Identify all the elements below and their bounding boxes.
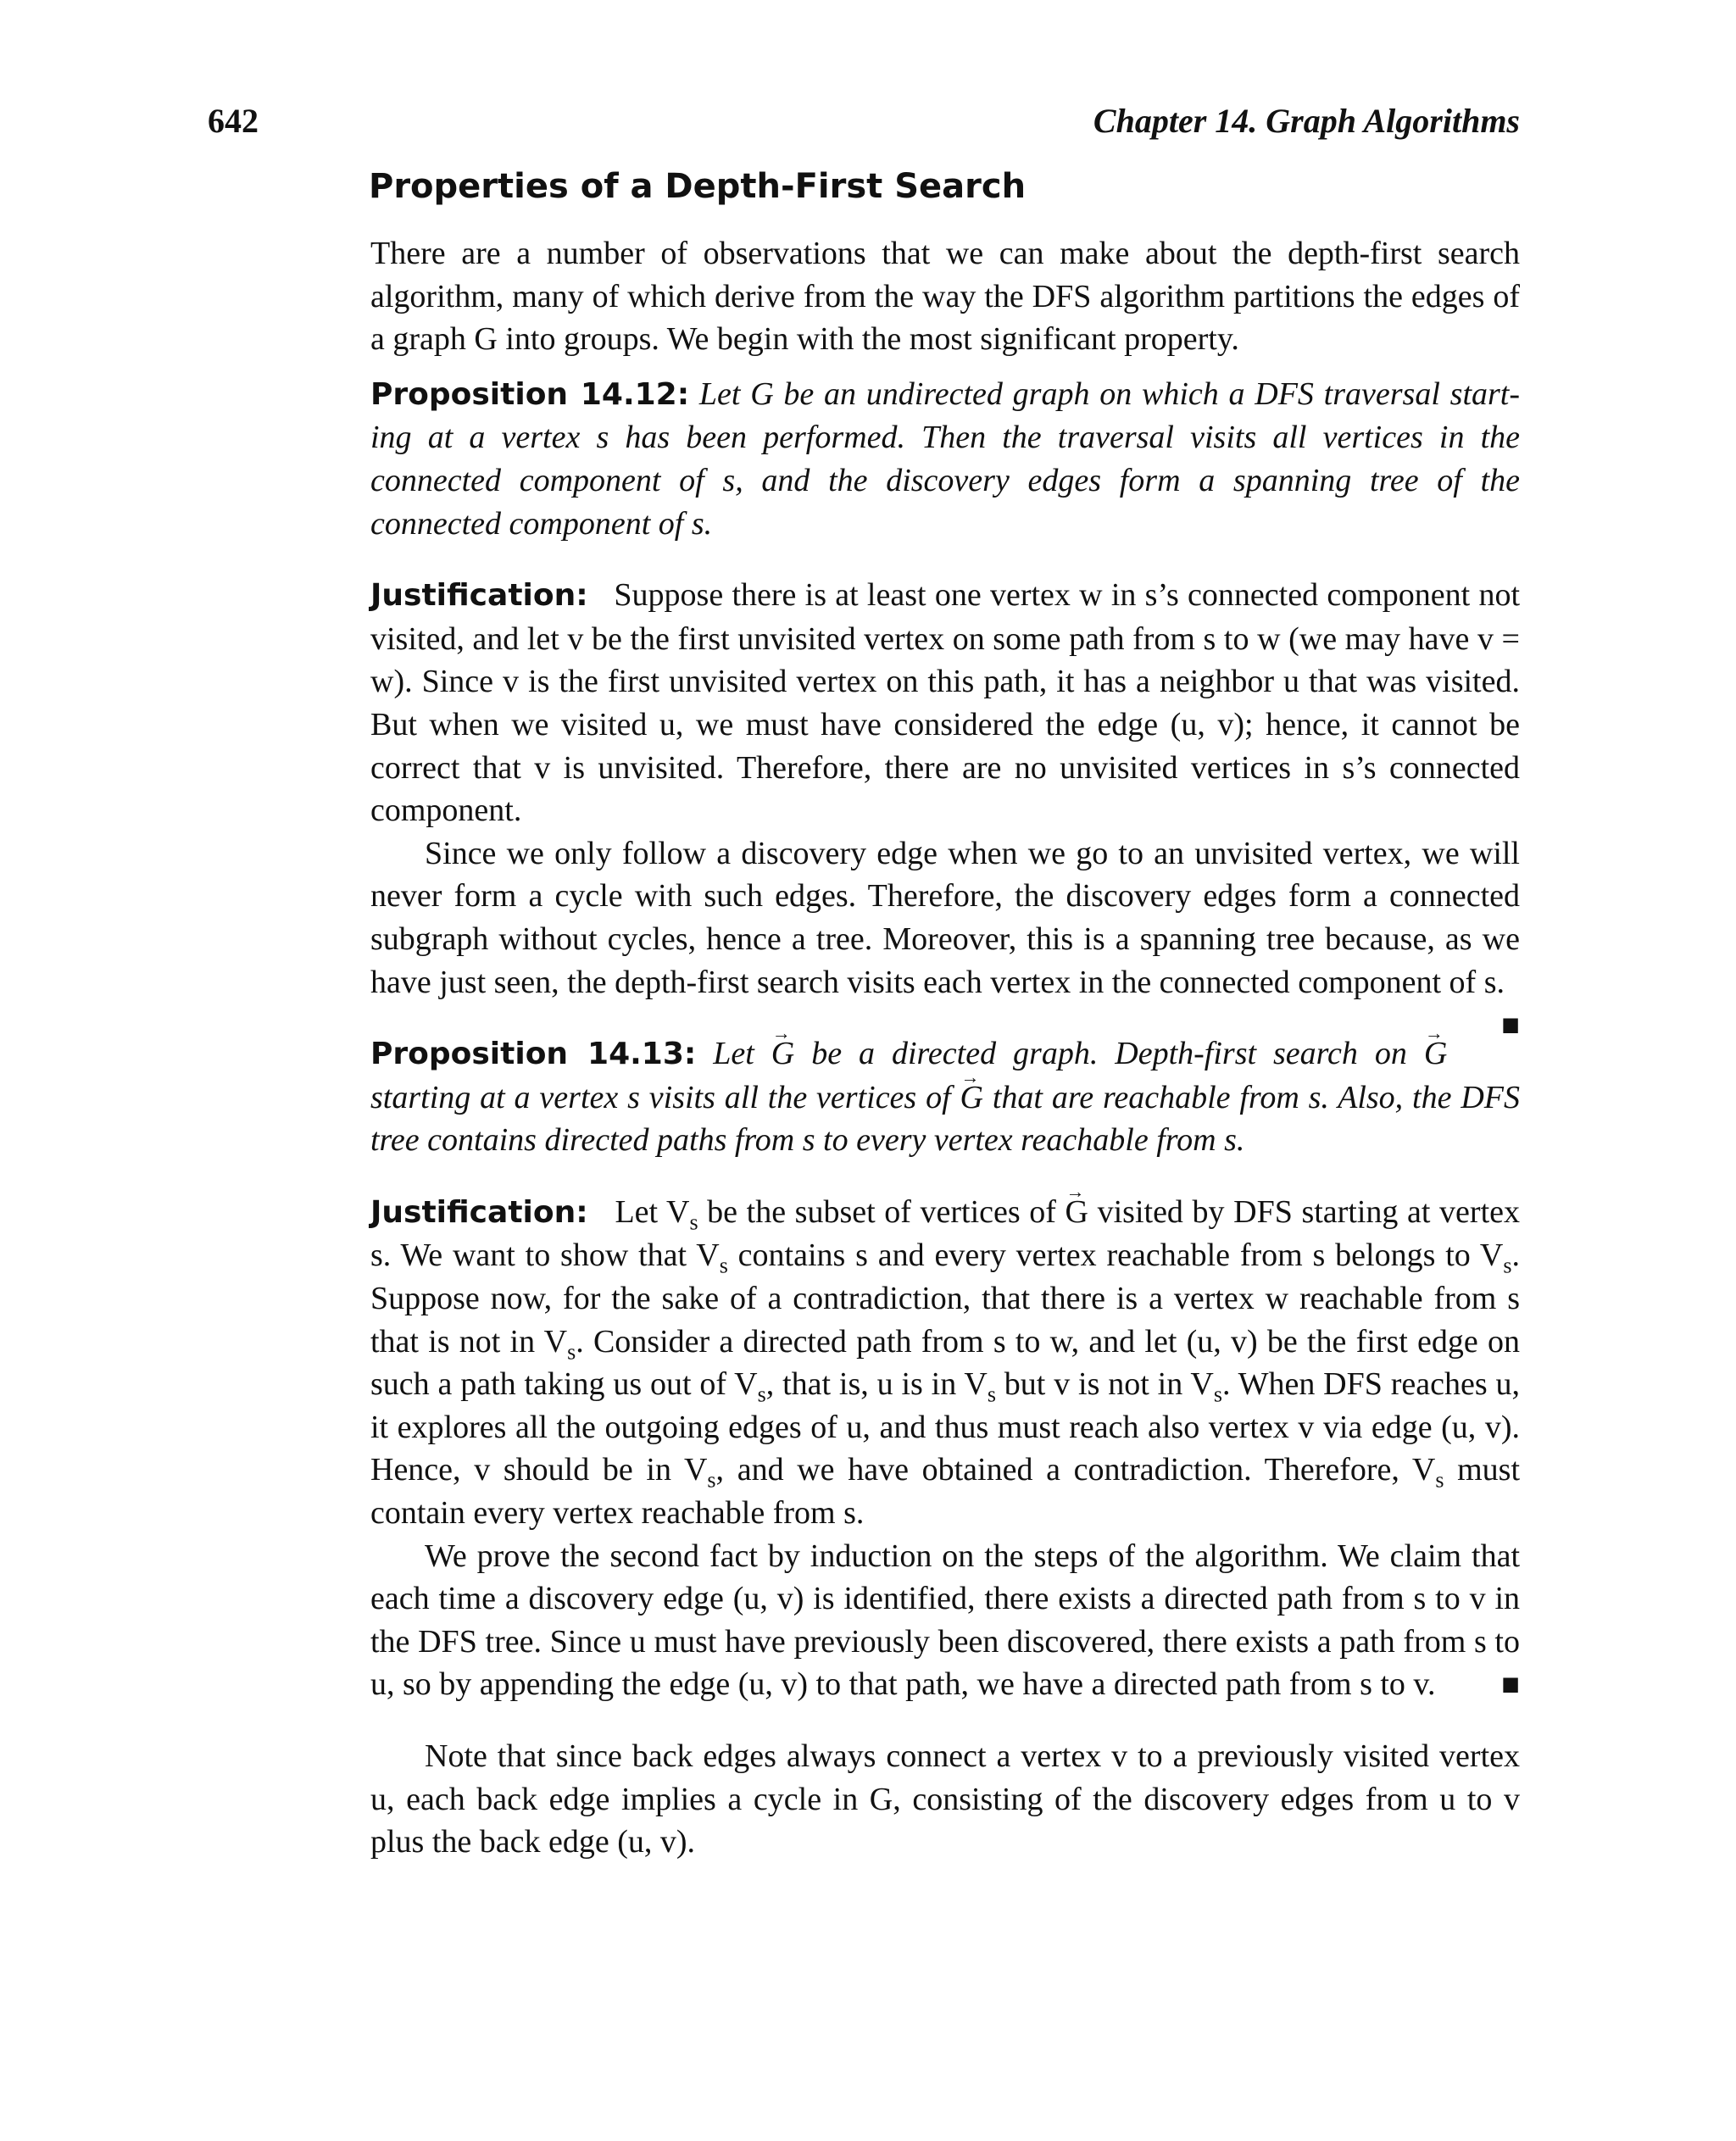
justification-text: Suppose there is at least one vertex w in s’s connected component not visited, and let v be the first unvisited vertex on some path from s to w (we may have v = w). Since v is the first unvisited vertex on this path, it has a neighbor u that was visited. But when we visited u, we must have considered the edge (u, v); hence, it cannot be correct that v is unvisited. Therefore, there are no unvisited vertices in s’s connected component. [370,577,1521,829]
justification-text: visited by DFS starting at vertex s. We want to show that V [370,1193,1520,1274]
section-heading: Properties of a Depth-First Search [369,167,1027,206]
justification-label: Justification: [370,578,588,614]
justification-2 [370,1191,1520,1535]
text-body [370,232,1520,1864]
justification-label: Justification: [370,1194,588,1230]
justification-text: Let V [615,1193,690,1230]
subscript: s [707,1468,716,1493]
subscript: s [987,1382,996,1407]
proposition-text: that are reachable from s. Also, the DFS tree contains directed paths from s to every vertex reachable from s. [370,1079,1520,1159]
proposition-text: Let [713,1036,771,1072]
subscript: s [1435,1468,1444,1493]
justification-text: , that is, u is in V [765,1366,988,1403]
proposition-text: starting at a vertex s visits all the vertices of [370,1079,960,1115]
justification-text: We prove the second fact by induction on the steps of the algorithm. We claim that each time a discovery edge (u, v) is identified, there exists a directed path from s to v in the DFS tree. Since u must have previously been discovered, there exists a path from s to u, so by appending the edge (u, v) to that path, we have a directed path from s to v. [370,1538,1520,1703]
directed-graph-symbol: → G [1066,1191,1088,1234]
proposition-14-12 [370,373,1520,545]
justification-text: . When DFS reaches u, it explores all the outgoing edges of u, and thus must reach also vertex v via edge (u, v). Hence, v should be in V [370,1366,1520,1488]
justification-text: , and we have obtained a contradiction. Therefore, V [715,1452,1436,1488]
note-paragraph: Note that since back edges always connect a vertex v to a previously visited vertex u, each back edge implies a cycle in G, consisting of the discovery edges from u to v plus the back edge (u, v). [370,1738,1520,1860]
justification-1-paragraph-2 [370,832,1520,1043]
subscript: s [567,1339,576,1365]
justification-text: . Consider a directed path from s to w, and let (u, v) be the first edge on such a path taking us out of V [370,1323,1521,1403]
page-number: 642 [208,102,259,140]
justification-1 [370,574,1520,832]
running-header [0,100,1736,142]
justification-text: must contain every vertex reachable from s. [370,1452,1521,1532]
chapter-title: Chapter 14. Graph Algorithms [1093,102,1520,140]
justification-text: be the subset of vertices of [698,1193,1066,1230]
qed-square-icon: ■ [1501,1667,1520,1702]
proposition-label: Proposition 14.13: [370,1037,697,1072]
proposition-text: be a directed graph. Depth-first search on [794,1036,1424,1072]
proposition-14-13 [370,1032,1520,1162]
qed-square-icon: ■ [1501,1008,1520,1043]
justification-text: Since we only follow a discovery edge when we go to an unvisited vertex, we will never form a cycle with such edges. Therefore, the discovery edges form a connected subgraph without cycles, hence a tree. Moreover, this is a spanning tree because, as we have just seen, the depth-first search visits each vertex in the connected component of s. [370,835,1520,1000]
proposition-text: Let G be an undirected graph on which a DFS traversal starting at a vertex s has been performed. Then the traversal visits all vertices in the connected component of s, and the discovery edges form a spanning tree of the connected component of s. [370,375,1521,542]
directed-graph-symbol: → G [1424,1032,1447,1076]
justification-text: contains s and every vertex reachable from s belongs to V [727,1237,1504,1274]
directed-graph-symbol: → G [771,1032,794,1076]
proposition-label: Proposition 14.12: [370,376,690,412]
subscript: s [1503,1254,1512,1279]
directed-graph-symbol: → G [960,1076,983,1120]
justification-text: . Suppose now, for the sake of a contradiction, that there is a vertex w reachable from s that is not in V [370,1237,1520,1360]
subscript: s [719,1254,728,1279]
subscript: s [689,1210,698,1235]
justification-text: but v is not in V [995,1366,1214,1403]
justification-2-paragraph-2 [370,1535,1520,1706]
subscript: s [757,1382,766,1407]
intro-paragraph: There are a number of observations that we can make about the depth-first search algorithm, many of which derive from the way the DFS algorithm partitions the edges of a graph G into groups. We begin with the most significant property. [370,236,1520,358]
subscript: s [1213,1382,1222,1407]
